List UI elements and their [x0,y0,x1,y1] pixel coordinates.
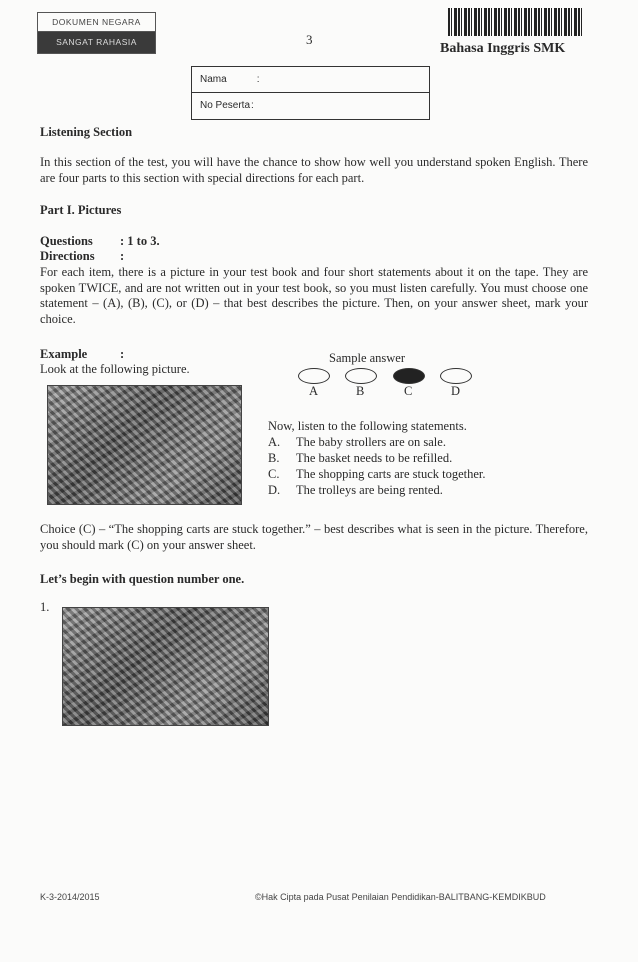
bubble-label-a: A [309,384,319,398]
footer-copyright: ©Hak Cipta pada Pusat Penilaian Pendidikan-BALITBANG-KEMDIKBUD [255,892,546,902]
listening-title: Listening Section [40,125,133,139]
directions-label: Directions [40,249,95,263]
page-number: 3 [306,32,313,47]
statement-b [268,450,568,466]
bubble-c-filled [393,368,425,384]
statement-text: The basket needs to be refilled. [296,451,453,465]
questions-line [40,234,160,249]
stamp-top-text: DOKUMEN NEGARA [38,13,155,32]
barcode [448,8,584,36]
statement-text: The shopping carts are stuck together. [296,467,486,481]
identity-box [191,66,430,120]
stamp-bottom-text: SANGAT RAHASIA [38,32,155,53]
statement-letter: C. [268,467,280,481]
bubble-label-d: D [451,384,461,398]
question-number: 1. [40,600,50,614]
example-line [40,347,124,362]
name-field[interactable] [192,67,429,92]
example-instruction: Look at the following picture. [40,362,190,376]
statement-a [268,434,568,450]
begin-instruction: Let’s begin with question number one. [40,572,245,586]
bubble-label-c: C [404,384,413,398]
listening-intro: In this section of the test, you will have the chance to show how well you understand spoken English. There are four parts to this section with special directions for each part. [40,155,588,185]
peserta-label: No Peserta [200,100,251,111]
example-colon: : [120,347,125,361]
name-colon: : [256,74,260,85]
directions-text: For each item, there is a picture in your test book and four short statements about it on the tape. They are spoken TWICE, and are not written out in your test book, so you must listen carefully. You must choose one statement – (A), (B), (C), or (D) – that best describes the picture. Then, on your answer sheet, mark your choice. [40,265,588,326]
peserta-colon: : [251,100,254,111]
sample-answer-label: Sample answer [329,351,406,365]
example-label: Example [40,347,88,361]
statement-text: The baby strollers are on sale. [296,435,446,449]
peserta-field[interactable] [192,92,429,118]
sample-answer-bubbles [290,368,490,408]
questions-label: Questions [40,234,93,248]
example-picture [47,385,242,505]
subject-title: Bahasa Inggris SMK [440,41,566,56]
statement-letter: A. [268,435,281,449]
statement-letter: B. [268,451,280,465]
bubble-b [345,368,377,384]
statement-c [268,466,568,482]
statement-list [268,434,568,498]
footer-code: K-3-2014/2015 [40,892,100,902]
part1-title: Part I. Pictures [40,203,122,217]
directions-colon: : [120,249,125,263]
choice-explanation: Choice (C) – “The shopping carts are stuck together.” – best describes what is seen in the picture. Therefore, you should mark (C) on your answer sheet. [40,522,588,552]
name-label: Nama [200,74,227,85]
questions-value: : 1 to 3. [120,234,160,248]
directions-line [40,249,124,264]
bubble-a [298,368,330,384]
statement-d [268,482,568,498]
statement-text: The trolleys are being rented. [296,483,443,497]
statement-letter: D. [268,483,281,497]
listen-instruction: Now, listen to the following statements. [268,419,467,433]
bubble-d [440,368,472,384]
question1-picture [62,607,269,726]
bubble-label-b: B [356,384,365,398]
document-stamp [37,12,156,54]
